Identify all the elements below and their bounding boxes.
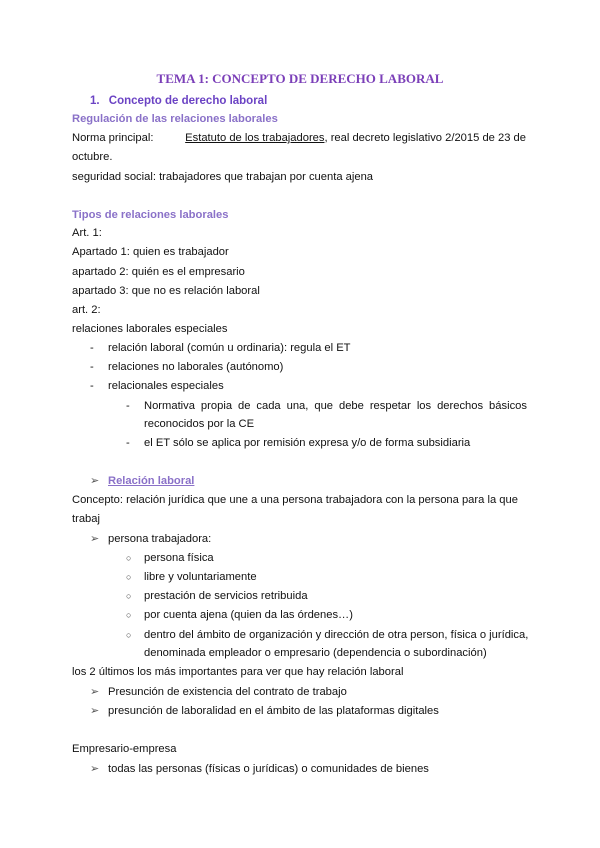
- circle-item: libre y voluntariamente: [144, 571, 257, 583]
- norma-continuation: octubre.: [72, 151, 113, 163]
- sub-dash-item: el ET sólo se aplica por remisión expresa y/o de forma subsidiaria: [144, 437, 471, 449]
- dash-item: relacionales especiales: [108, 380, 224, 392]
- circle-bullet-icon: ○: [126, 553, 132, 563]
- regulacion-heading: Regulación de las relaciones laborales: [72, 113, 278, 125]
- circle-item: prestación de servicios retribuida: [144, 590, 308, 602]
- tipos-heading: Tipos de relaciones laborales: [72, 209, 229, 221]
- arrow-bullet-icon: ➢: [90, 705, 100, 717]
- arrow-bullet-icon: ➢: [90, 686, 100, 698]
- circle-item: persona física: [144, 552, 214, 564]
- circle-bullet-icon: ○: [126, 630, 132, 640]
- section-heading-1: [90, 92, 267, 110]
- arrow-item: Presunción de existencia del contrato de trabajo: [108, 686, 347, 698]
- sub-dash-item: Normativa propia de cada una, que debe respetar los derechos básicos: [144, 400, 527, 412]
- dash-bullet: -: [90, 361, 94, 373]
- note-line: los 2 últimos los más importantes para ver que hay relación laboral: [72, 666, 404, 678]
- dash-item: relaciones no laborales (autónomo): [108, 361, 284, 373]
- circle-item-cont: denominada empleador o empresario (dependencia o subordinación): [144, 647, 487, 659]
- arrow-bullet-icon: ➢: [90, 533, 100, 545]
- relacion-heading[interactable]: Relación laboral: [108, 475, 195, 487]
- circle-bullet-icon: ○: [126, 591, 132, 601]
- circle-bullet-icon: ○: [126, 572, 132, 582]
- arrow-bullet-icon: ➢: [90, 763, 100, 775]
- norma-label: Norma principal:: [72, 132, 154, 144]
- arrow-item: todas las personas (físicas o jurídicas) o comunidades de bienes: [108, 763, 429, 775]
- norma-rest: , real decreto legislativo 2/2015 de 23 de: [324, 132, 526, 144]
- seguridad-line: seguridad social: trabajadores que trabajan por cuenta ajena: [72, 171, 374, 183]
- page-title: TEMA 1: CONCEPTO DE DERECHO LABORAL: [156, 71, 444, 86]
- section-title: Concepto de derecho laboral: [108, 95, 268, 107]
- arrow-item: presunción de laboralidad en el ámbito de las plataformas digitales: [108, 705, 439, 717]
- circle-item: por cuenta ajena (quien da las órdenes…): [144, 609, 353, 621]
- concepto-line: Concepto: relación jurídica que une a una persona trabajadora con la persona para la que: [72, 494, 518, 506]
- dash-bullet: -: [90, 380, 94, 392]
- circle-item: dentro del ámbito de organización y dirección de otra person, física o jurídica,: [144, 629, 529, 641]
- norma-line: [72, 129, 526, 147]
- sub-dash-item-cont: reconocidos por la CE: [144, 418, 255, 430]
- empresario-heading: Empresario-empresa: [72, 743, 177, 755]
- dash-item: relación laboral (común u ordinaria): regula el ET: [108, 342, 351, 354]
- tipos-line: Art. 1:: [72, 227, 102, 239]
- tipos-line: relaciones laborales especiales: [72, 323, 228, 335]
- tipos-line: art. 2:: [72, 304, 101, 316]
- arrow-bullet-icon: ➢: [90, 475, 100, 487]
- persona-label: persona trabajadora:: [108, 533, 212, 545]
- sub-dash-bullet: -: [126, 400, 130, 412]
- estatuto-link[interactable]: Estatuto de los trabajadores: [185, 132, 325, 144]
- section-number: 1.: [90, 95, 100, 107]
- tipos-line: Apartado 1: quien es trabajador: [72, 246, 229, 258]
- tipos-line: apartado 3: que no es relación laboral: [72, 285, 260, 297]
- concepto-cont: trabaj: [72, 513, 100, 525]
- sub-dash-bullet: -: [126, 437, 130, 449]
- tipos-line: apartado 2: quién es el empresario: [72, 266, 245, 278]
- dash-bullet: -: [90, 342, 94, 354]
- circle-bullet-icon: ○: [126, 610, 132, 620]
